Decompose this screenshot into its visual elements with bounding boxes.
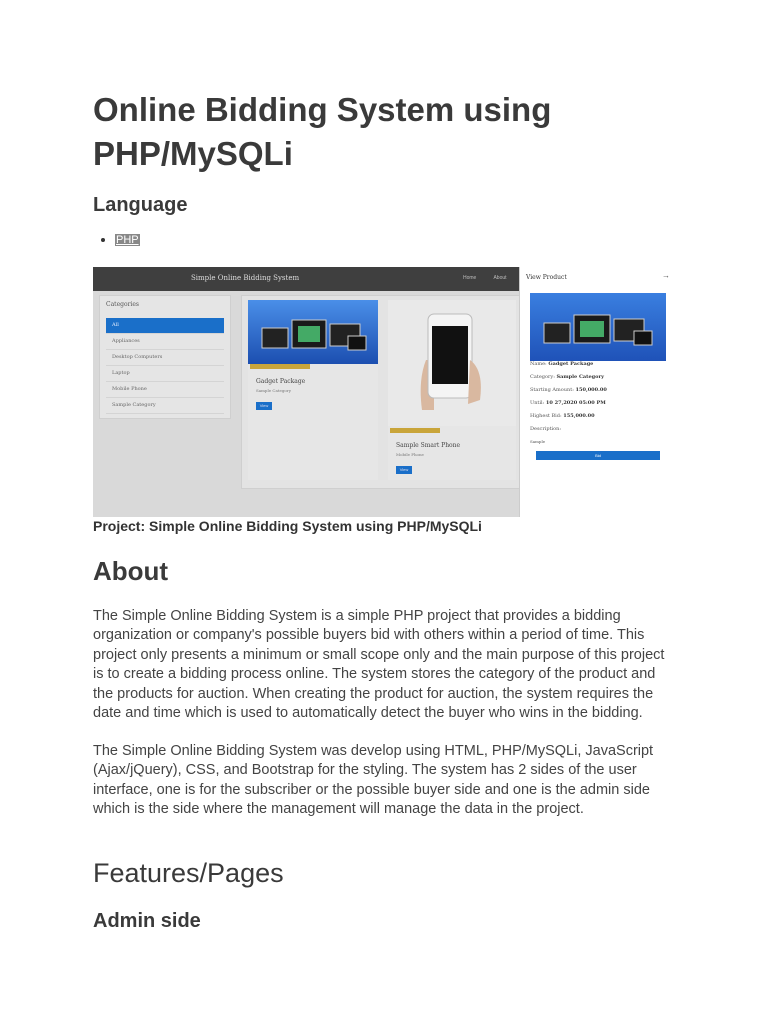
admin-side-heading: Admin side [93, 910, 201, 932]
screenshot-bid-tag [390, 428, 440, 433]
arrow-right-icon: → [662, 271, 670, 280]
screenshot-nav-title: Simple Online Bidding System [191, 274, 300, 282]
screenshot-modal-description-label: Description: [530, 426, 562, 432]
list-item: Desktop Computers [106, 350, 224, 366]
screenshot-view-button: View [256, 402, 272, 410]
about-paragraph-1: The Simple Online Bidding System is a simple PHP project that provides a bidding organization or company's possible buyers bid with others within a period of time. This project only presents a minimum or small scope only and the main purpose of this project is to create a bidding process online. The system stores the category of the product and the products for auction. When creating the product for auction, the system requires the date and time which is used to automatically detect the buyer who wins in the bidding. [93, 608, 665, 722]
field-value: 150,000.00 [575, 387, 607, 393]
list-item: Mobile Phone [106, 382, 224, 398]
features-heading: Features/Pages [93, 858, 284, 888]
screenshot-product-grid [241, 295, 523, 489]
screenshot-card-category: Sample Category [256, 388, 291, 393]
screenshot-categories-title: Categories [106, 301, 139, 308]
field-label: Until: [530, 400, 545, 406]
about-paragraph-2: The Simple Online Bidding System was develop using HTML, PHP/MySQLi, JavaScript (Ajax/jQuery), CSS, and Bootstrap for the styling. The system has 2 sides of the user interface, one is for the subscriber or the possible buyer side and one is the admin side which is the side where the management will manage the data in the project. [93, 743, 654, 818]
screenshot-view-button: View [396, 466, 412, 474]
figure-caption: Project: Simple Online Bidding System using PHP/MySQLi [93, 518, 482, 534]
screenshot-categories-panel [99, 295, 231, 419]
list-item: All [106, 318, 224, 334]
gadget-devices-icon [248, 300, 378, 364]
language-link-php[interactable]: PHP [116, 234, 139, 246]
screenshot-category-list [106, 318, 224, 414]
field-label: Category: [530, 374, 555, 380]
screenshot-bid-tag [250, 364, 310, 369]
field-value: 155,000.00 [563, 413, 595, 419]
screenshot-nav-links [463, 275, 523, 281]
gadget-image [530, 293, 666, 361]
screenshot-modal-category [530, 374, 604, 380]
field-value: 10 27,2020 05:00 PM [545, 400, 606, 406]
field-label: Starting Amount: [530, 387, 574, 393]
page-title: Online Bidding System using PHP/MySQLi [93, 91, 552, 172]
screenshot-modal-title: View Product [526, 274, 567, 281]
list-item: Sample Category [106, 398, 224, 414]
screenshot-modal-starting [530, 387, 607, 393]
screenshot-product-card [388, 300, 516, 480]
field-value: Gadget Package [548, 361, 594, 367]
screenshot-modal-description: Sample [530, 439, 546, 444]
field-label: Highest Bid: [530, 413, 562, 419]
screenshot-card-category: Mobile Phone [396, 452, 424, 457]
screenshot-product-card [248, 300, 378, 480]
screenshot-modal-name [530, 361, 593, 367]
screenshot-modal-highest [530, 413, 595, 419]
language-heading: Language [93, 194, 188, 216]
smartphone-image [388, 300, 516, 426]
about-heading: About [93, 556, 169, 586]
list-item [115, 232, 140, 246]
screenshot-card-name: Sample Smart Phone [396, 442, 461, 449]
project-screenshot [93, 267, 675, 517]
field-label: Name: [530, 361, 547, 367]
gadget-image [248, 300, 378, 364]
list-item: Appliances [106, 334, 224, 350]
screenshot-bid-button: Bid [536, 451, 660, 460]
screenshot-nav-home: Home [463, 275, 477, 281]
field-value: Sample Category [556, 374, 605, 380]
screenshot-card-name: Gadget Package [256, 378, 306, 385]
screenshot-view-product-modal [519, 267, 675, 517]
screenshot-nav-about: About [493, 275, 507, 281]
gadget-devices-icon [530, 293, 666, 361]
smartphone-hand-icon [388, 300, 516, 426]
language-list [93, 232, 140, 246]
list-item: Laptop [106, 366, 224, 382]
screenshot-modal-until [530, 400, 606, 406]
